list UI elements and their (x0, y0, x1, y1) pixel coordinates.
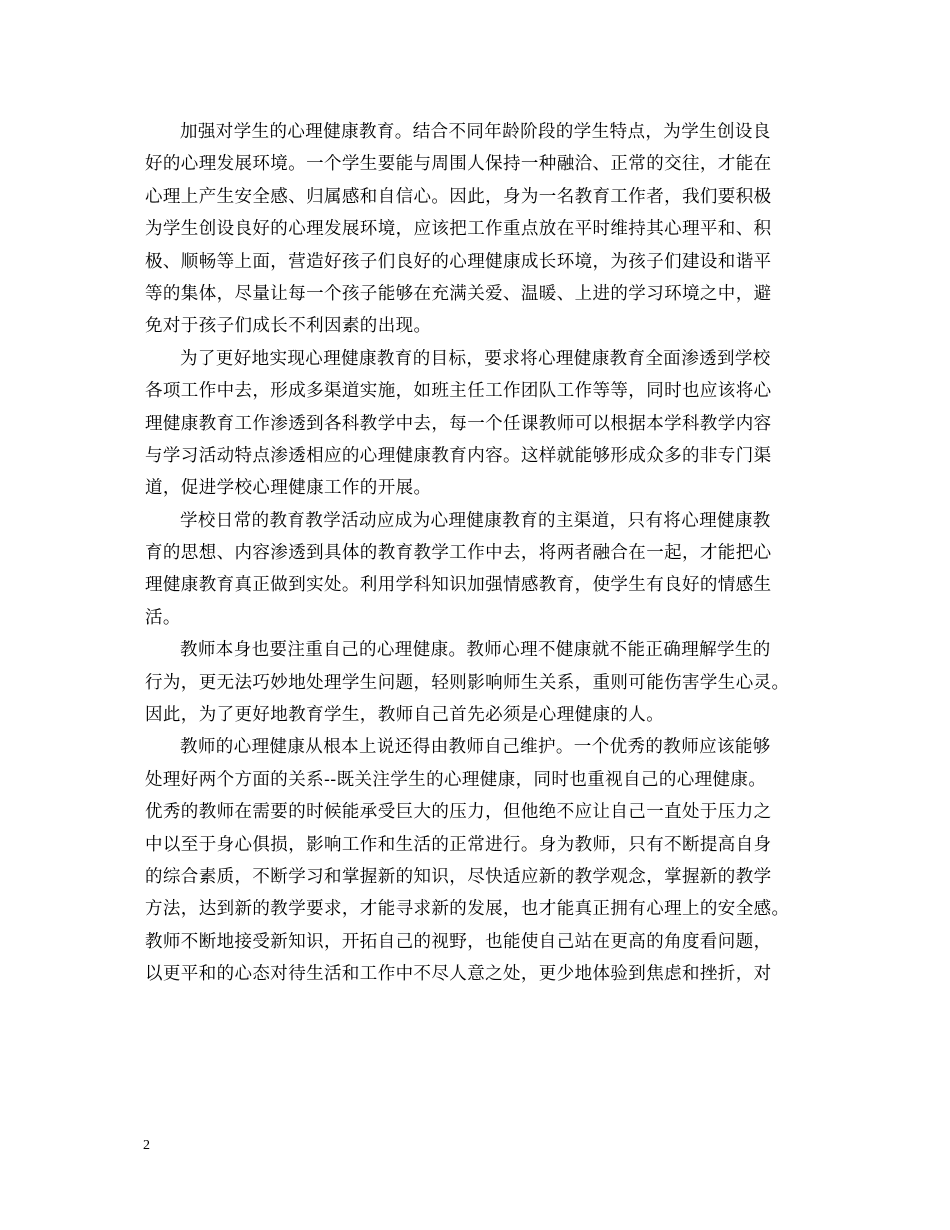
text-line: 中以至于身心俱损，影响工作和生活的正常进行。身为教师，只有不断提高自身 (145, 834, 772, 855)
text-line: 心理上产生安全感、归属感和自信心。因此，身为一名教育工作者，我们要积极 (145, 186, 772, 207)
text-line: 等的集体，尽量让每一个孩子能够在充满关爱、温暖、上进的学习环境之中，避 (145, 283, 772, 304)
text-line: 为学生创设良好的心理发展环境，应该把工作重点放在平时维持其心理平和、积 (145, 219, 772, 240)
text-line: 为了更好地实现心理健康教育的目标，要求将心理健康教育全面渗透到学校 (180, 348, 771, 369)
text-line: 教师的心理健康从根本上说还得由教师自己维护。一个优秀的教师应该能够 (180, 737, 771, 758)
text-line: 活。 (145, 607, 181, 628)
text-line: 道，促进学校心理健康工作的开展。 (145, 478, 432, 499)
text-line: 与学习活动特点渗透相应的心理健康教育内容。这样就能够形成众多的非专门渠 (145, 445, 772, 466)
text-line: 方法，达到新的教学要求，才能寻求新的发展，也才能真正拥有心理上的安全感。 (145, 899, 790, 920)
text-line: 免对于孩子们成长不利因素的出现。 (145, 316, 432, 337)
page-number: 2 (143, 1138, 150, 1153)
text-line: 行为，更无法巧妙地处理学生问题，轻则影响师生关系，重则可能伤害学生心灵。 (145, 672, 790, 693)
text-line: 处理好两个方面的关系--既关注学生的心理健康，同时也重视自己的心理健康。 (145, 769, 767, 790)
text-line: 理健康教育真正做到实处。利用学科知识加强情感教育，使学生有良好的情感生 (145, 575, 772, 596)
text-line: 因此，为了更好地教育学生，教师自己首先必须是心理健康的人。 (145, 705, 665, 726)
text-line: 理健康教育工作渗透到各科教学中去，每一个任课教师可以根据本学科教学内容 (145, 413, 772, 434)
text-line: 加强对学生的心理健康教育。结合不同年龄阶段的学生特点，为学生创设良 (180, 122, 771, 142)
document-body (145, 116, 815, 991)
text-line: 各项工作中去，形成多渠道实施，如班主任工作团队工作等等，同时也应该将心 (145, 381, 772, 402)
text-line: 极、顺畅等上面，营造好孩子们良好的心理健康成长环境，为孩子们建设和谐平 (145, 251, 772, 272)
text-line: 好的心理发展环境。一个学生要能与周围人保持一种融洽、正常的交往，才能在 (145, 154, 772, 175)
text-line: 优秀的教师在需要的时候能承受巨大的压力，但他绝不应让自己一直处于压力之 (145, 802, 772, 823)
text-line: 育的思想、内容渗透到具体的教育教学工作中去，将两者融合在一起，才能把心 (145, 543, 772, 564)
text-line: 学校日常的教育教学活动应成为心理健康教育的主渠道，只有将心理健康教 (180, 510, 771, 531)
text-line: 的综合素质，不断学习和掌握新的知识，尽快适应新的教学观念，掌握新的教学 (145, 866, 772, 887)
text-line: 以更平和的心态对待生活和工作中不尽人意之处，更少地体验到焦虑和挫折，对 (145, 964, 772, 985)
text-line: 教师不断地接受新知识，开拓自己的视野，也能使自己站在更高的角度看问题， (145, 931, 772, 952)
text-line: 教师本身也要注重自己的心理健康。教师心理不健康就不能正确理解学生的 (180, 640, 771, 661)
